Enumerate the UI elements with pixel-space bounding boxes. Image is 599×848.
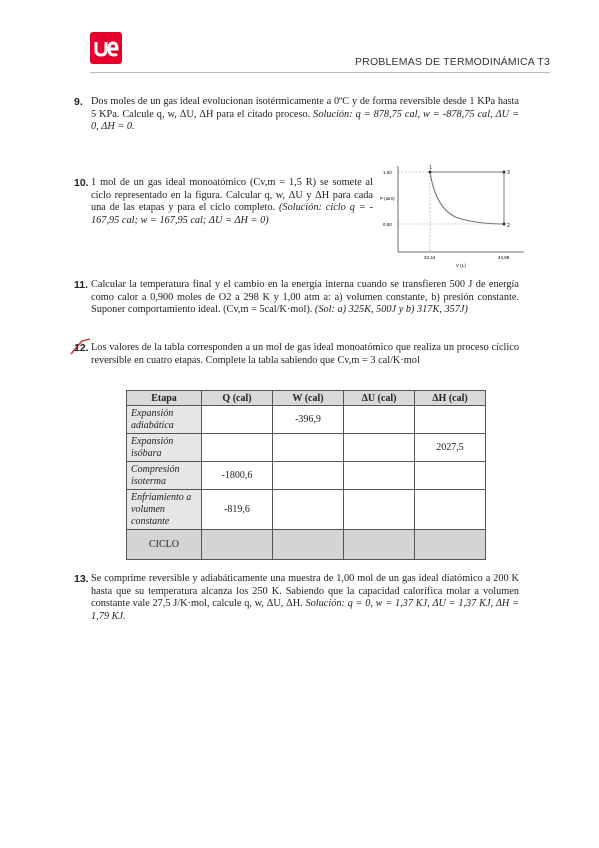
problem-number: 12. (74, 342, 89, 354)
table-header-cell: Etapa (127, 391, 202, 406)
problem-number: 10. (74, 177, 89, 189)
table-header-cell: W (cal) (273, 391, 344, 406)
table-cell (344, 530, 415, 560)
table-cell (344, 434, 415, 462)
table-header-cell: ΔH (cal) (415, 391, 486, 406)
table-cell: -819,6 (202, 490, 273, 530)
table-cell (273, 530, 344, 560)
problem-text: 1 mol de un gas ideal monoatómico (Cv,m = 1,5 R) se somete al ciclo representado en la figura. Calcular q, w, ΔU y ΔH para cada una de las etapas y para el ciclo completo. (91, 177, 373, 214)
table-cell-stage: Expansión adiabática (127, 406, 202, 434)
problem-solution: (Sol: a) 325K, 500J y b) 317K, 357J) (314, 304, 468, 316)
point-label-1: 1 (429, 165, 432, 171)
table-row (127, 434, 486, 462)
point-label-2: 2 (507, 223, 510, 229)
table-cell (273, 462, 344, 490)
pv-cycle-diagram (378, 160, 528, 270)
university-logo (90, 32, 122, 64)
table-cell-stage: Expansión isóbara (127, 434, 202, 462)
problem-text: Calcular la temperatura final y el cambio en la energía interna cuando se transfieren 500 J de energía como calor a 0,900 moles de O2 a 298 K y 1,00 atm a: a) volumen constante, b) presión constante. Suponer comportamiento ideal. (Cv,m = 5cal/K·mol). (91, 279, 519, 316)
point-label-3: 3 (507, 170, 510, 176)
table-cell (344, 462, 415, 490)
problem-solution: Solución: q = 0, w = 1,37 KJ, ΔU = 1,37 KJ, ΔH = 1,79 KJ. (91, 598, 519, 622)
table-cell-stage: Enfriamiento a volumen constante (127, 490, 202, 530)
table-cell (273, 434, 344, 462)
table-cell: -1800,6 (202, 462, 273, 490)
table-cell: 2027,5 (415, 434, 486, 462)
table-cell (344, 490, 415, 530)
table-cell (344, 406, 415, 434)
x-axis-label: V (L) (456, 263, 466, 268)
table-cell: -396,9 (273, 406, 344, 434)
header-divider (90, 72, 550, 73)
problem-10 (74, 177, 374, 237)
x-tick-label: 22,44 (424, 255, 436, 260)
table-header-cell: ΔU (cal) (344, 391, 415, 406)
table-cell (415, 490, 486, 530)
state-point-3 (503, 171, 506, 174)
problem-text: Se comprime reversible y adiabáticamente una muestra de 1,00 mol de un gas ideal diatómico a 200 K hasta que su temperatura alcanza los 250 K. Sabiendo que la capacidad calorífica molar a volumen constante vale 27,5 J/K·mol, calcule q, w, ΔU, ΔH. (91, 573, 519, 610)
problem-number: 11. (74, 279, 89, 291)
cycle-table (126, 390, 486, 560)
table-header-cell: Q (cal) (202, 391, 273, 406)
table-cell (415, 530, 486, 560)
y-tick-label: 0,50 (383, 222, 392, 227)
problem-12 (74, 342, 519, 372)
x-tick-label: 44,88 (498, 255, 510, 260)
table-cell (202, 434, 273, 462)
page-header-title: PROBLEMAS DE TERMODINÁMICA T3 (354, 56, 550, 68)
isothermal-curve (430, 172, 504, 224)
problem-text: Los valores de la tabla corresponden a un mol de gas ideal monoatómico que realiza un proceso cíclico reversible en cuatro etapas. Complete la tabla sabiendo que Cv,m = 3 cal/K·mol (91, 342, 519, 366)
problem-13 (74, 573, 519, 628)
table-row (127, 406, 486, 434)
problem-number: 13. (74, 573, 89, 585)
problem-text: Dos moles de un gas ideal evolucionan isotérmicamente a 0ºC y de forma reversible desde 1 KPa hasta 5 KPa. Calcule q, w, ΔU, ΔH para el citado proceso. (91, 96, 519, 120)
table-cell (202, 530, 273, 560)
problem-solution: (Solución: ciclo q = - 167,95 cal; w = 167,95 cal; ΔU = ΔH = 0) (91, 202, 373, 226)
problem-9 (74, 96, 519, 136)
table-cell (202, 406, 273, 434)
table-row (127, 490, 486, 530)
state-point-2 (503, 223, 506, 226)
table-row-cycle (127, 530, 486, 560)
ue-logo-icon (90, 32, 122, 64)
table-row (127, 462, 486, 490)
problem-number: 9. (74, 96, 83, 108)
table-cell-stage: CICLO (127, 530, 202, 560)
table-cell-stage: Compresión isoterma (127, 462, 202, 490)
table-cell (415, 406, 486, 434)
y-axis-label: P (atm) (380, 196, 395, 201)
problem-solution: Solución: q = 878,75 cal, w = -878,75 cal, ΔU = 0, ΔH = 0. (91, 108, 519, 133)
table-cell (273, 490, 344, 530)
table-header-row (127, 391, 486, 406)
y-tick-label: 1,00 (383, 170, 392, 175)
table-cell (415, 462, 486, 490)
problem-11 (74, 279, 519, 329)
